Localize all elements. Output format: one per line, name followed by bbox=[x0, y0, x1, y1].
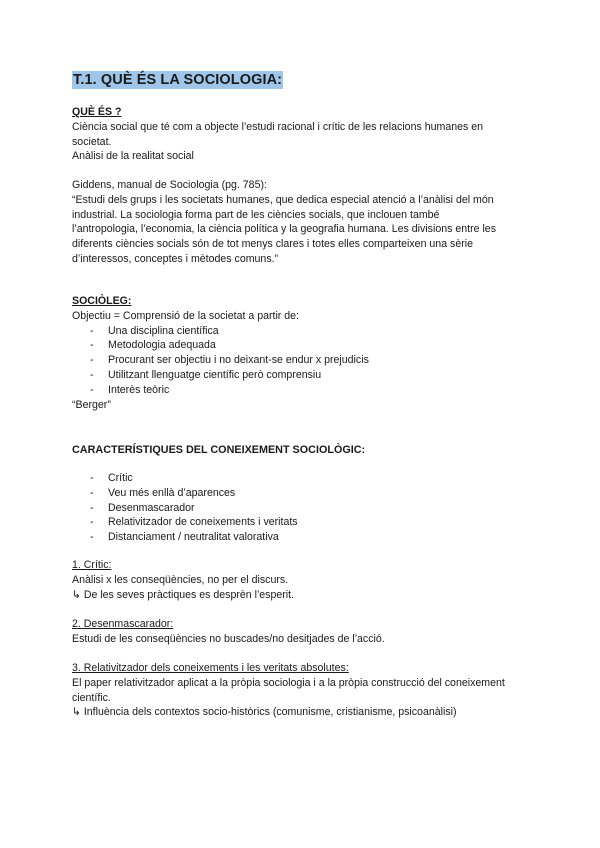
socioleg-intro: Objectiu = Comprensió de la societat a partir de: bbox=[72, 309, 300, 322]
giddens-quote-line-3: l’antropologia, l’economia, la ciència política y la geografia humana. Les divisions entre les bbox=[72, 223, 496, 236]
socioleg-heading: SOCIÒLEG: bbox=[72, 295, 132, 307]
list-item: - Crític bbox=[72, 471, 560, 486]
caracteristiques-list bbox=[72, 471, 560, 545]
giddens-quote-line-4: diferents ciències socials són de tot menys clares i totes elles comparteixen una sèrie bbox=[72, 238, 473, 251]
list-item: - Una disciplina científica bbox=[72, 324, 560, 339]
desenmascarador-heading: 2. Desenmascarador: bbox=[72, 618, 174, 630]
que-es-line-3: Anàlisi de la realitat social bbox=[72, 150, 194, 163]
relativitzador-heading: 3. Relativitzador dels coneixements i les veritats absolutes: bbox=[72, 662, 349, 674]
relativitzador-line-3: ↳ Influència dels contextos socio-històrics (comunisme, cristianisme, psicoanàlisi) bbox=[72, 706, 457, 719]
giddens-quote-line-2: industrial. La sociologia forma part de les ciències socials, que inclouen també bbox=[72, 208, 440, 221]
que-es-line-2: societat. bbox=[72, 135, 112, 148]
giddens-quote-line-5: d’interessos, conceptes i mètodes comuns.” bbox=[72, 252, 279, 265]
list-item: - Veu més enllà d’aparences bbox=[72, 486, 560, 501]
caracteristiques-heading: CARACTERÍSTIQUES DEL CONEIXEMENT SOCIOLÒGIC: bbox=[72, 444, 366, 456]
section-critic bbox=[72, 558, 560, 602]
section-que-es bbox=[72, 105, 560, 164]
list-item: - Procurant ser objectiu i no deixant-se endur x prejudicis bbox=[72, 353, 560, 368]
section-relativitzador bbox=[72, 661, 560, 720]
title-block bbox=[72, 71, 560, 89]
critic-line-1: Anàlisi x les conseqüències, no per el discurs. bbox=[72, 573, 289, 586]
section-giddens bbox=[72, 178, 560, 267]
critic-heading: 1. Crític: bbox=[72, 559, 112, 571]
que-es-heading: QUÈ ÉS ? bbox=[72, 106, 122, 118]
section-desenmascarador bbox=[72, 617, 560, 647]
giddens-quote-line-1: “Estudi dels grups i les societats humanes, que dedica especial atenció a l’anàlisi del món bbox=[72, 193, 494, 206]
giddens-reference: Giddens, manual de Sociologia (pg. 785): bbox=[72, 179, 267, 191]
list-item: - Utilitzant llenguatge científic però comprensiu bbox=[72, 368, 560, 383]
section-caracteristiques bbox=[72, 443, 560, 458]
desenmascarador-line-1: Estudi de les conseqüències no buscades/no desitjades de l’acció. bbox=[72, 632, 385, 645]
caracteristiques-list-block bbox=[72, 471, 560, 545]
que-es-line-1: Ciència social que té com a objecte l’estudi racional i crític de les relacions humanes en bbox=[72, 120, 484, 133]
relativitzador-line-1: El paper relativitzador aplicat a la pròpia sociologia i a la pròpia construcció del coneixement bbox=[72, 676, 505, 689]
list-item: - Distanciament / neutralitat valorativa bbox=[72, 530, 560, 545]
list-item: - Relativitzador de coneixements i veritats bbox=[72, 515, 560, 530]
list-item: - Metodologia adequada bbox=[72, 338, 560, 353]
list-item: - Desenmascarador bbox=[72, 501, 560, 516]
critic-line-2: ↳ De les seves pràctiques es desprèn l’esperit. bbox=[72, 588, 295, 601]
socioleg-author: “Berger” bbox=[72, 398, 111, 411]
section-socioleg bbox=[72, 294, 560, 412]
list-item: - Interès teòric bbox=[72, 383, 560, 398]
relativitzador-line-2: científic. bbox=[72, 691, 111, 704]
page-title: T.1. QUÈ ÉS LA SOCIOLOGIA: bbox=[73, 72, 283, 88]
socioleg-list bbox=[72, 324, 560, 398]
